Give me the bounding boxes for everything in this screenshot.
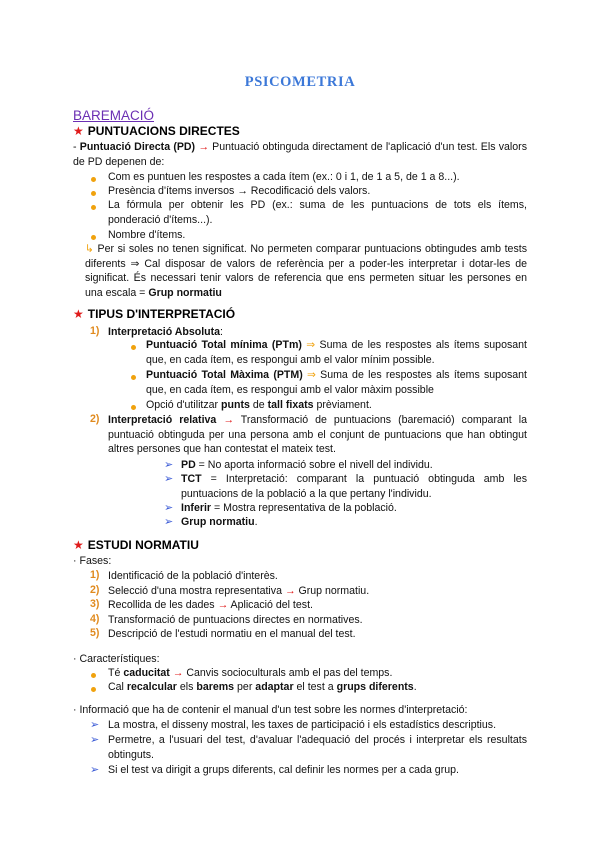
caracteristiques-label: · Característiques:: [73, 653, 160, 665]
arrow-right-icon: →: [217, 599, 229, 611]
arrow-right-icon: →: [172, 667, 184, 679]
pd-note: ↳ Per si soles no tenen significat. No permeten comparar puntuacions obtingudes amb tests diferents ⇒ Cal disposar de valors de referència per a poder-les interpretar i dotar-les de significat. És necessari tenir valors de referencia que ens permeten situar les persones en una escala = Grup normatiu: [85, 243, 527, 299]
bullet-dot-icon: [131, 405, 136, 410]
arrowhead-marker-icon: ➢: [164, 473, 174, 485]
star-icon: ★: [73, 307, 84, 321]
bullet-dot-icon: [91, 235, 96, 240]
arrow-right-icon: →: [223, 414, 234, 426]
implies-arrow-icon: ⇒: [307, 369, 316, 381]
star-icon: ★: [73, 538, 84, 552]
page-title: PSICOMETRIA: [244, 74, 356, 90]
fase-2: Selecció d'una mostra representativa → Grup normatiu.: [108, 585, 370, 597]
arrow-right-icon: →: [284, 585, 296, 597]
fase-1: Identificació de la població d'interès.: [108, 570, 278, 582]
return-arrow-icon: ↳: [85, 243, 94, 255]
fase-1-number: 1): [90, 569, 100, 581]
sub-inferir: Inferir = Mostra representativa de la població.: [181, 502, 397, 514]
info-item-1: La mostra, el disseny mostral, les taxes de participació i els estadístics descriptius.: [108, 719, 497, 731]
star-icon: ★: [73, 124, 84, 138]
bullet-dot-icon: [131, 375, 136, 380]
bullet-dot-icon: [91, 205, 96, 210]
heading-puntuacions-directes: ★ PUNTUACIONS DIRECTES: [73, 124, 240, 138]
arrowhead-marker-icon: ➢: [164, 516, 174, 528]
pd-bullet-1: Com es puntuen les respostes a cada ítem (ex.: 0 i 1, de 1 a 5, de 1 a 8...).: [108, 171, 460, 183]
fase-3-number: 3): [90, 598, 100, 610]
section-heading: BAREMACIÓ: [73, 108, 155, 123]
pd-definition: - Puntuació Directa (PD) → Puntuació obtinguda directament de l'aplicació d'un test. Els valors de PD depenen de:: [73, 141, 527, 168]
pd-term: Puntuació Directa (PD): [79, 141, 196, 153]
heading-estudi-normatiu: ★ ESTUDI NORMATIU: [73, 538, 199, 552]
bullet-dot-icon: [91, 673, 96, 678]
arrowhead-marker-icon: ➢: [164, 459, 174, 471]
fase-4: Transformació de puntuacions directes en normatives.: [108, 614, 363, 626]
fase-5-number: 5): [90, 627, 100, 639]
item-1-number: 1): [90, 325, 100, 337]
bullet-dot-icon: [91, 191, 96, 196]
pd-bullet-4: Nombre d'ítems.: [108, 229, 186, 241]
arrowhead-marker-icon: ➢: [90, 719, 100, 731]
pd-bullet-3: La fórmula per obtenir les PD (ex.: suma de les puntuacions de tots els ítems, ponderació d'ítems...).: [108, 199, 527, 226]
bullet-dot-icon: [91, 687, 96, 692]
informacio-label: · Informació que ha de contenir el manual d'un test sobre les normes d'interpretació:: [73, 704, 468, 716]
sub-grup-normatiu: Grup normatiu.: [181, 516, 258, 528]
implies-arrow-icon: ⇒: [306, 339, 316, 351]
info-item-2: Permetre, a l'usuari del test, d'avaluar l'adequació del procés i interpretar els resultats obtinguts.: [108, 734, 527, 761]
fase-3: Recollida de les dades → Aplicació del test.: [108, 599, 313, 611]
sub-pd: PD = No aporta informació sobre el nivell del individu.: [181, 459, 433, 471]
sub-tct: TCT = Interpretació: comparant la puntuació obtinguda amb les puntuacions de la població a la que pertany l'individu.: [181, 473, 527, 500]
info-item-3: Si el test va dirigit a grups diferents, cal definir les normes per a cada grup.: [108, 764, 459, 776]
arrow-right-icon: →: [198, 141, 209, 153]
ptm-definition: Puntuació Total mínima (PTm) ⇒ Suma de les respostes als ítems suposant que, en cada ítem, es respongui amb el valor mínim possible.: [146, 339, 527, 366]
caracteristica-1: Té caducitat → Canvis socioculturals amb el pas del temps.: [108, 667, 393, 679]
fase-4-number: 4): [90, 613, 100, 625]
heading-tipus-interpretacio: ★ TIPUS D'INTERPRETACIÓ: [73, 307, 236, 321]
fases-label: · Fases:: [73, 555, 112, 567]
arrowhead-marker-icon: ➢: [90, 734, 100, 746]
arrow-right-icon: →: [237, 185, 248, 197]
fase-5: Descripció de l'estudi normatiu en el manual del test.: [108, 628, 356, 640]
fase-2-number: 2): [90, 584, 100, 596]
interpretacio-absoluta: Interpretació Absoluta:: [108, 326, 223, 338]
implies-arrow-icon: ⇒: [130, 257, 140, 270]
item-2-number: 2): [90, 413, 100, 425]
ptmx-definition: Puntuació Total Màxima (PTM) ⇒ Suma de les respostes als ítems suposant que, en cada ítem, es respongui amb el valor màxim possible: [146, 369, 527, 396]
caracteristica-2: Cal recalcular els barems per adaptar el test a grups diferents.: [108, 681, 417, 693]
arrowhead-marker-icon: ➢: [164, 502, 174, 514]
bullet-dot-icon: [91, 177, 96, 182]
pd-bullet-2: Presència d'ítems inversos → Recodificació dels valors.: [108, 185, 371, 197]
opcio-punts-tall: Opció d'utilitzar punts de tall fixats prèviament.: [146, 399, 372, 411]
arrowhead-marker-icon: ➢: [90, 764, 100, 776]
interpretacio-relativa: Interpretació relativa → Transformació de puntuacions (baremació) comparant la puntuació obtinguda per una persona amb el conjunt de puntuacions que han obtingut altres persones que han contestat el mateix test.: [108, 414, 527, 456]
bullet-dot-icon: [131, 345, 136, 350]
